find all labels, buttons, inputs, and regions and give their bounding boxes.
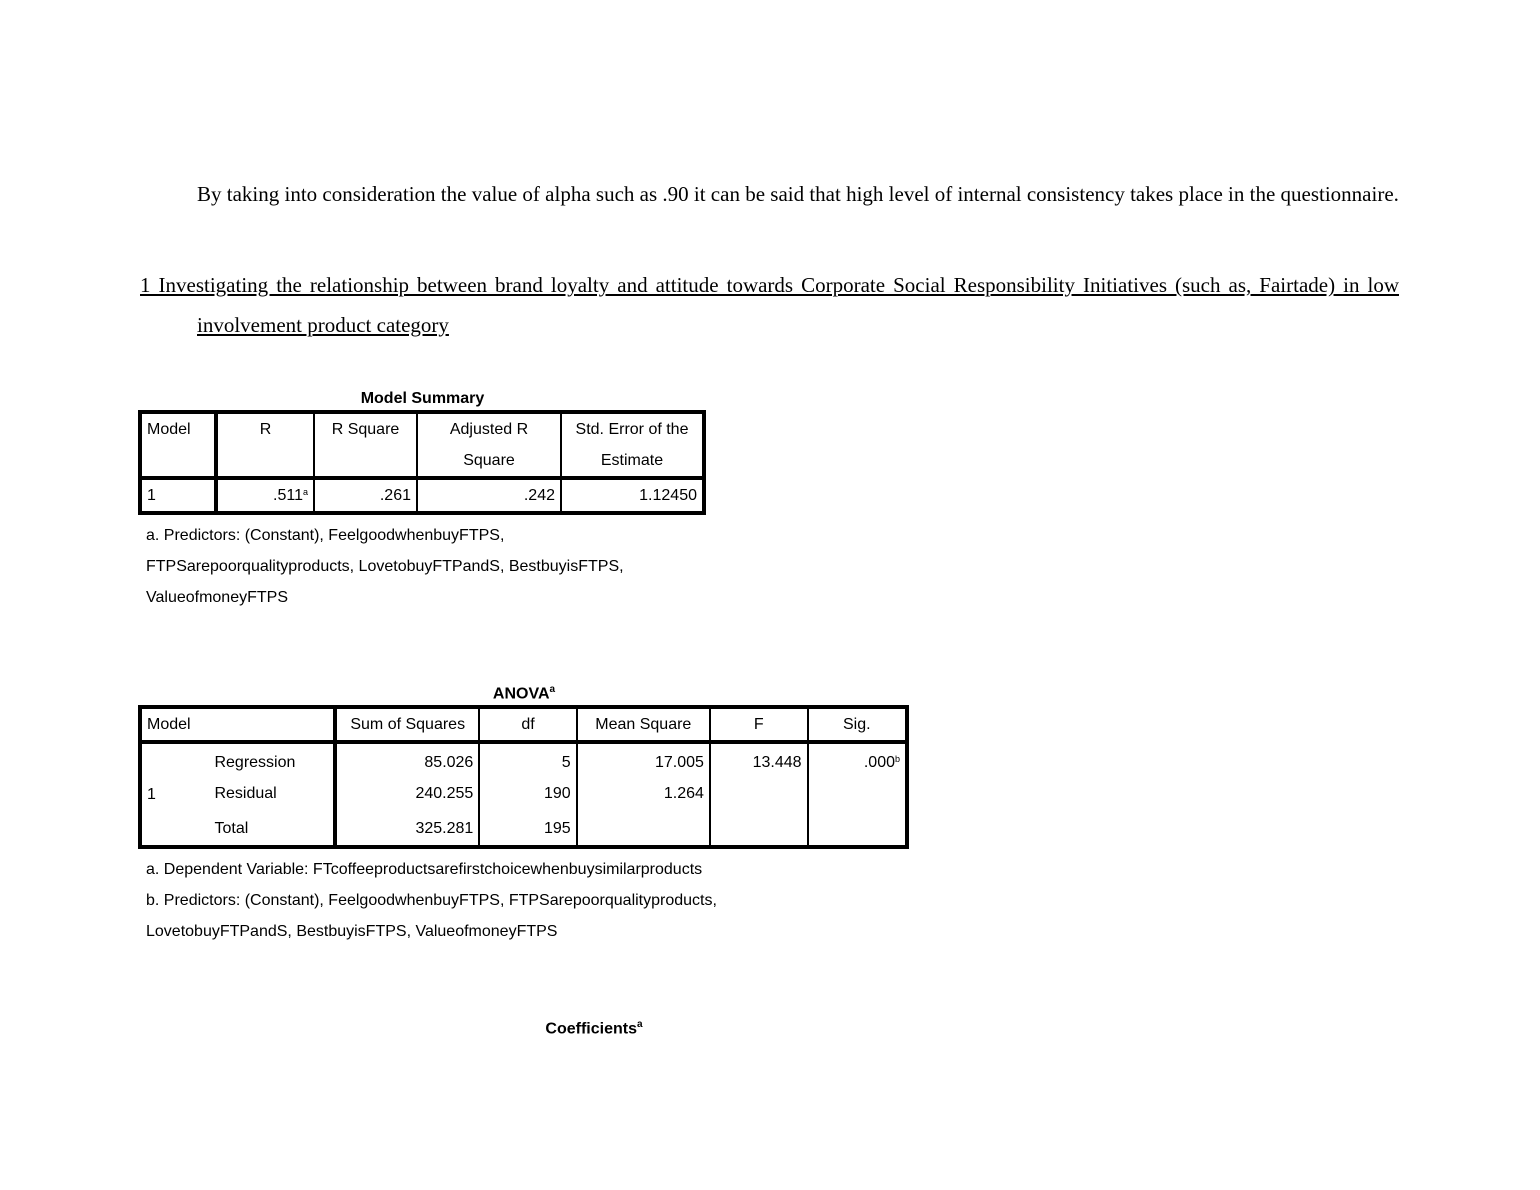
anova-table	[138, 705, 909, 849]
table-row	[140, 478, 704, 513]
cell-ms: 1.264	[577, 778, 710, 813]
col-header-model: Model	[140, 412, 216, 478]
col-header-sig: Sig.	[808, 707, 907, 742]
cell-sig	[808, 813, 907, 847]
col-header-adjusted-r-square: Adjusted R Square	[417, 412, 561, 478]
col-header-df: df	[479, 707, 576, 742]
cell-r-footnote-mark: a	[302, 487, 308, 497]
coefficients-title-text: Coefficients	[545, 1020, 637, 1038]
cell-ms	[577, 813, 710, 847]
anova-footnote-b: b. Predictors: (Constant), FeelgoodwhenbuyFTPS, FTPSarepoorqualityproducts, LovetobuyFTPandS, BestbuyisFTPS, ValueofmoneyFTPS	[146, 892, 717, 940]
cell-sig-value: .000	[863, 754, 895, 771]
cell-adjusted-r-square: .242	[417, 478, 561, 513]
cell-df: 5	[479, 742, 576, 778]
col-header-f: F	[710, 707, 808, 742]
model-summary-title-text: Model Summary	[360, 390, 485, 407]
col-header-model: Model	[140, 707, 335, 742]
cell-f: 13.448	[710, 742, 808, 778]
body-paragraph: By taking into consideration the value of alpha such as .90 it can be said that high level of internal consistency takes place in the questionnaire.	[197, 182, 1399, 206]
section-heading: 1 Investigating the relationship between brand loyalty and attitude towards Corporate Social Responsibility Initiatives (such as, Fairtade) in low involvement product category	[140, 273, 1399, 337]
cell-f	[710, 813, 808, 847]
cell-sig-footnote-mark: b	[894, 754, 900, 764]
col-header-mean-square: Mean Square	[577, 707, 710, 742]
cell-r	[216, 478, 314, 513]
col-header-r-square: R Square	[314, 412, 417, 478]
model-summary-title	[140, 390, 705, 408]
cell-ss: 325.281	[335, 813, 479, 847]
cell-sig	[808, 742, 907, 778]
coefficients-title	[440, 1019, 748, 1038]
table-row	[140, 742, 907, 778]
col-header-sum-of-squares: Sum of Squares	[335, 707, 479, 742]
table-row	[140, 813, 907, 847]
model-summary-table	[138, 410, 706, 515]
table-row	[140, 778, 907, 813]
col-header-std-error: Std. Error of the Estimate	[561, 412, 704, 478]
anova-title-text: ANOVA	[492, 685, 550, 703]
coefficients-title-footnote-mark: a	[637, 1019, 643, 1030]
cell-r-value: .511	[273, 487, 303, 504]
model-summary-footnote: a. Predictors: (Constant), FeelgoodwhenbuyFTPS, FTPSarepoorqualityproducts, LovetobuyFTPandS, BestbuyisFTPS, ValueofmoneyFTPS	[146, 527, 624, 606]
cell-r-square: .261	[314, 478, 417, 513]
anova-footnote-a: a. Dependent Variable: FTcoffeeproductsarefirstchoicewhenbuysimilarproducts	[146, 861, 703, 878]
col-header-r: R	[216, 412, 314, 478]
cell-ss: 85.026	[335, 742, 479, 778]
anova-title-footnote-mark: a	[549, 684, 556, 695]
cell-source: Regression	[209, 742, 335, 778]
table-header-row	[140, 412, 704, 478]
cell-std-error: 1.12450	[561, 478, 704, 513]
cell-model-number: 1	[147, 786, 156, 803]
cell-ss: 240.255	[335, 778, 479, 813]
anova-title	[140, 684, 908, 703]
cell-df: 190	[479, 778, 576, 813]
cell-sig	[808, 778, 907, 813]
cell-model: 1	[140, 478, 216, 513]
cell-ms: 17.005	[577, 742, 710, 778]
cell-source: Total	[209, 813, 335, 847]
cell-df: 195	[479, 813, 576, 847]
cell-f	[710, 778, 808, 813]
cell-source: Residual	[209, 778, 335, 813]
table-header-row	[140, 707, 907, 742]
